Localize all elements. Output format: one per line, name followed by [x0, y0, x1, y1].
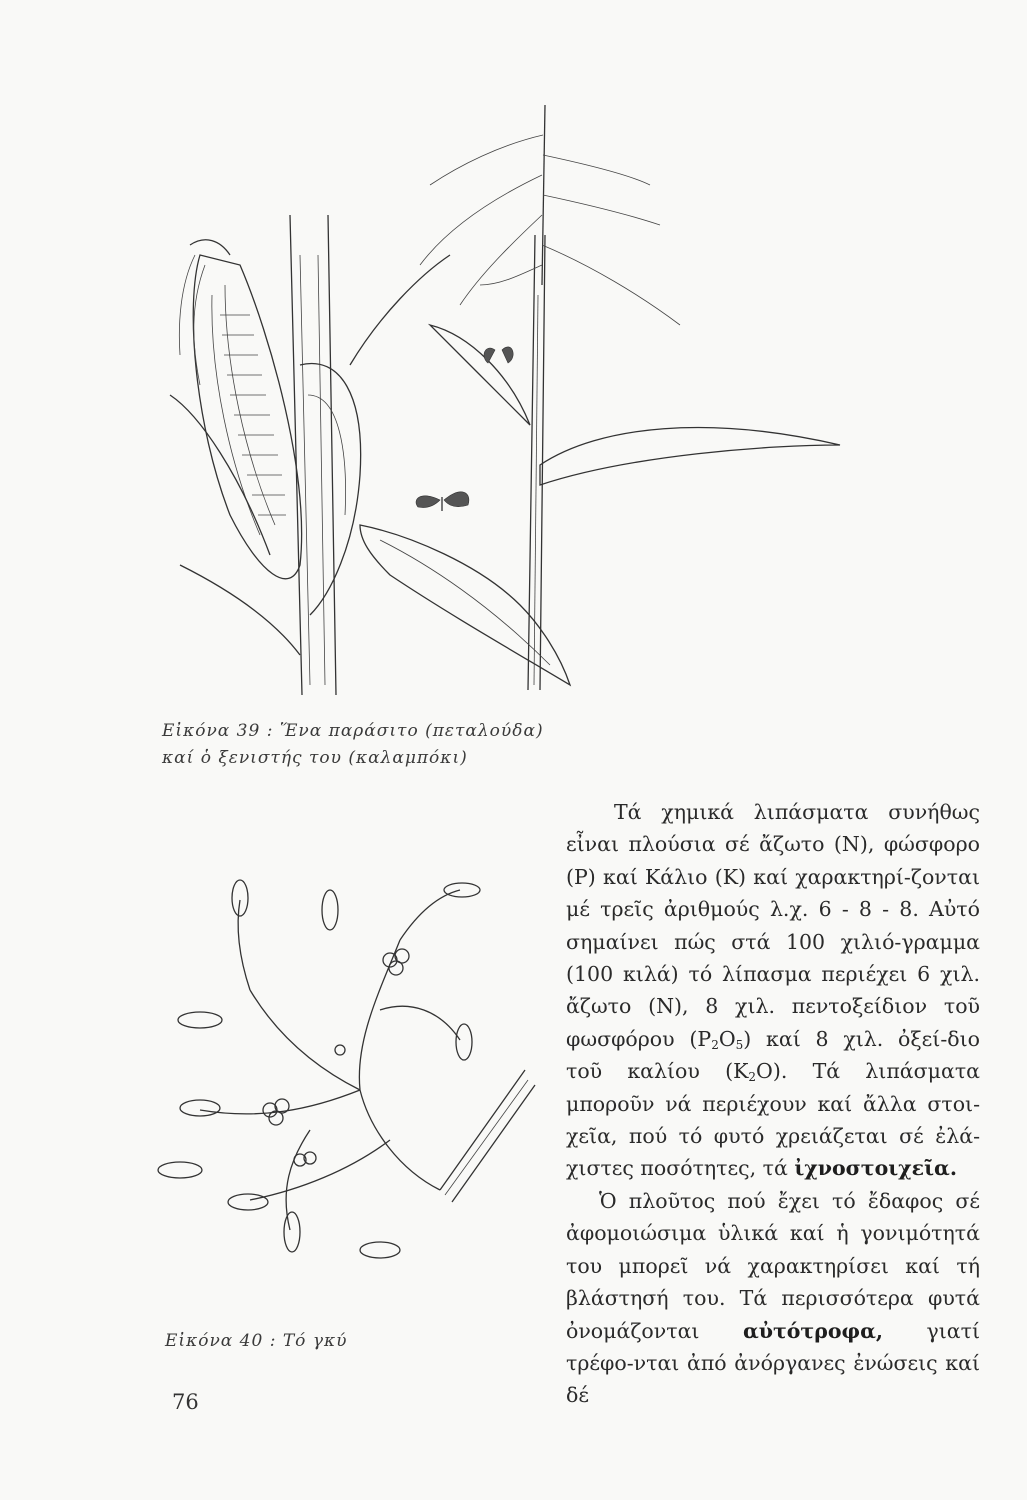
figure-40-caption: Εἰκόνα 40 : Τό γκύ — [165, 1331, 348, 1351]
bold-term-autotrophs: αὐτότροφα, — [742, 1318, 883, 1343]
text-run: γιατί τρέφο-νται ἀπό ἀνόργανες ἐνώσεις καί δέ — [566, 1318, 980, 1408]
figure-39-illustration — [150, 95, 850, 700]
figure-40-illustration — [140, 870, 540, 1310]
figure-39-caption-line-2: καί ὁ ξενιστής του (καλαμπόκι) — [162, 748, 468, 768]
text-run: Ὁ πλοῦτος πού ἔχει τό ἔδαφος σέ ἀφομοιώσιμα ὑλικά καί ἡ γονιμότητά του μπορεῖ νά χαρακτηρίσει καί τή βλάστησή του. Τά περισσότερα φυτά ὀνομάζονται — [566, 1188, 980, 1343]
figure-39-caption-line-1: Εἰκόνα 39 : Ἕνα παράσιτο (πεταλούδα) — [162, 721, 544, 741]
page-number: 76 — [172, 1390, 199, 1414]
bold-term-trace-elements: ἰχνοστοιχεῖα. — [794, 1156, 957, 1181]
moth-on-leaf-icon — [484, 347, 513, 363]
figure-39-caption — [162, 718, 544, 772]
mistletoe-drawing — [140, 870, 540, 1310]
berry-cluster — [263, 949, 409, 1166]
corn-and-moth-drawing — [150, 95, 850, 700]
paragraph-soil-wealth — [566, 1185, 980, 1412]
text-run: ) καί 8 χιλ. ὀξεί-διο τοῦ καλίου (K — [566, 1026, 980, 1084]
text-run: O — [718, 1026, 736, 1051]
subscript: 2 — [748, 1070, 757, 1085]
text-run: O). Τά λιπάσματα μποροῦν νά περιέχουν καί ἄλλα στοι-χεῖα, πού τό φυτό χρειάζεται σέ ἐλά-χιστες ποσότητες, τά — [566, 1059, 980, 1181]
body-text — [566, 796, 980, 1412]
moth-icon — [416, 492, 469, 511]
subscript: 5 — [735, 1037, 744, 1052]
text-run: Τά χημικά λιπάσματα συνήθως εἶναι πλούσια σέ ἄζωτο (N), φώσφορο (P) καί Κάλιο (K) καί χαρακτηρί-ζονται μέ τρεῖς ἀριθμούς λ.χ. 6 - 8 - 8. Αὐτό σημαίνει πώς στά 100 χιλιό-γραμμα (100 κιλά) τό λίπασμα περιέχει 6 χιλ. ἄζωτο (N), 8 χιλ. πεντοξείδιον τοῦ φωσφόρου (P — [566, 800, 980, 1051]
subscript: 2 — [711, 1037, 719, 1052]
paragraph-fertilizers — [566, 796, 980, 1185]
